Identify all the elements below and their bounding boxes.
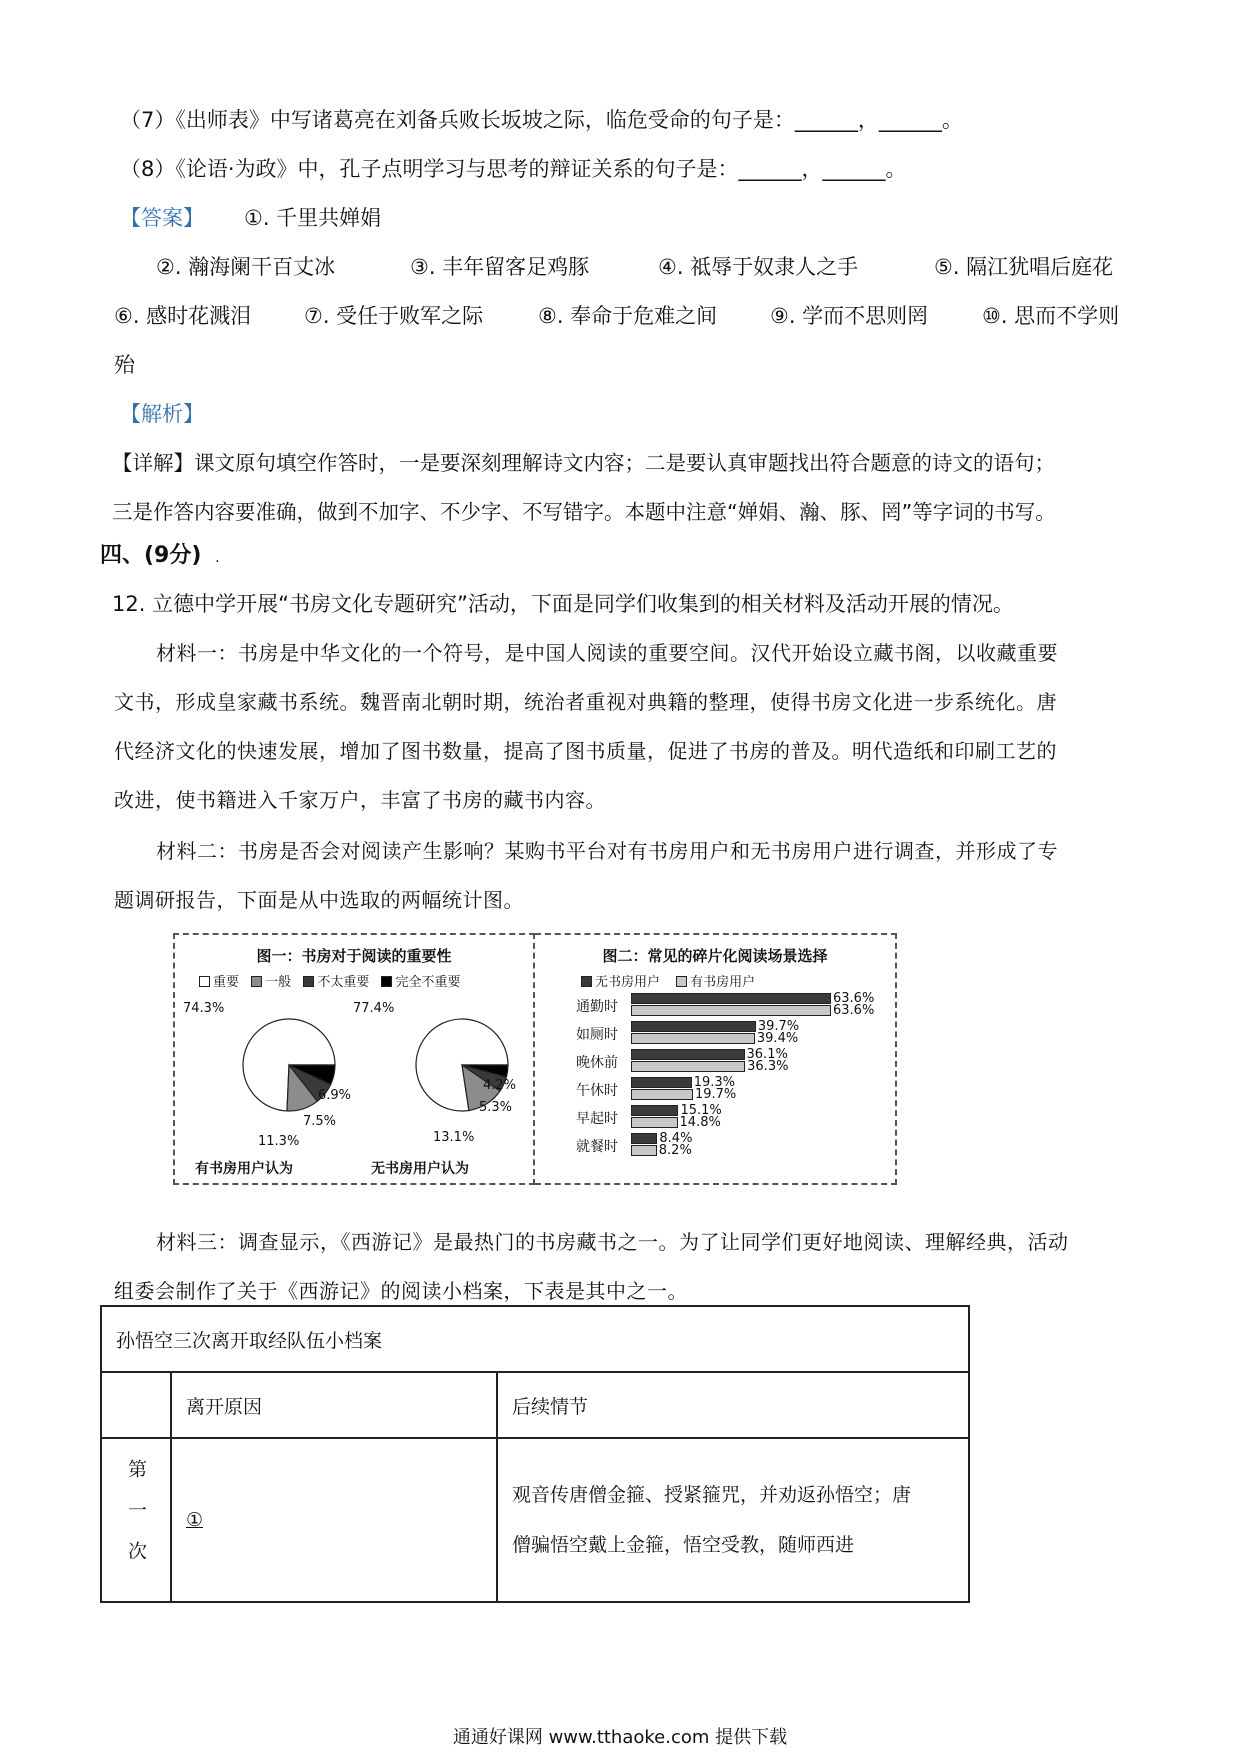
q12-stem: 12. 立德中学开展“书房文化专题研究”活动，下面是同学们收集到的相关材料及活动开展的情况。 (112, 592, 1014, 616)
legend-item-important: 重要 (199, 975, 239, 990)
bar-value-label: 19.7% (694, 1087, 737, 1102)
bar-value-label: 8.4% (659, 1131, 693, 1146)
bar-value-label: 36.1% (746, 1047, 788, 1062)
bar-no-study (631, 1105, 678, 1116)
section-title (100, 542, 220, 572)
pie-2-label-not: 4.2% (483, 1078, 517, 1093)
pie-1-label-average: 11.3% (258, 1134, 300, 1149)
bar-with-study (631, 1033, 755, 1044)
bar-plot-area (535, 935, 895, 1183)
answer-item-1: ①. 千里共婵娟 (244, 206, 382, 230)
bar-with-study (631, 1117, 678, 1128)
bar-value-label: 39.7% (757, 1019, 800, 1034)
pie-2-label-average: 13.1% (433, 1130, 475, 1145)
bar-with-study (631, 1005, 831, 1016)
material-1-line-1: 材料一：书房是中华文化的一个符号，是中国人阅读的重要空间。汉代开始设立藏书阁，以收藏重要 (156, 641, 1058, 665)
bar-no-study (631, 1049, 745, 1060)
material-2-line-1: 材料二：书房是否会对阅读产生影响？某购书平台对有书房用户和无书房用户进行调查，并形成了专 (156, 839, 1058, 863)
question-7: （7）《出师表》中写诸葛亮在刘备兵败长坂坡之际，临危受命的句子是：______，______。 (120, 108, 963, 132)
analysis-line-2: 三是作答内容要准确，做到不加字、不少字、不写错字。本题中注意“婵娟、瀚、豚、罔”等字词的书写。 (112, 500, 1056, 524)
bar-with-study (631, 1089, 693, 1100)
pie-1-caption: 有书房用户认为 (195, 1161, 293, 1177)
legend-item-less-important: 不太重要 (303, 975, 369, 990)
bar-no-study (631, 1021, 756, 1032)
material-1-line-3: 代经济文化的快速发展，增加了图书数量，提高了图书质量，促进了书房的普及。明代造纸和印刷工艺的 (114, 739, 1057, 763)
bar-value-label: 36.3% (747, 1059, 789, 1074)
table-row-plot-line-1: 观音传唐僧金箍、授紧箍咒，并劝返孙悟空；唐 (512, 1484, 912, 1506)
answer-item-5: ⑤. 隔江犹唱后庭花 (934, 255, 1114, 279)
bar-category-label: 就餐时 (576, 1139, 618, 1155)
bar-no-study (631, 1077, 692, 1088)
bar-with-study (631, 1145, 657, 1156)
bar-value-label: 19.3% (693, 1075, 735, 1090)
answer-item-6: ⑥. 感时花溅泪 (114, 304, 252, 328)
answer-item-7: ⑦. 受任于败军之际 (304, 304, 484, 328)
pie-2-label-less: 5.3% (479, 1100, 513, 1115)
bar-value-label: 14.8% (679, 1115, 721, 1130)
analysis-line-1: 【详解】课文原句填空作答时，一是要深刻理解诗文内容；二是要认真审题找出符合题意的诗文的语句； (112, 451, 1055, 475)
material-2-line-2: 题调研报告，下面是从中选取的两幅统计图。 (114, 888, 524, 912)
answer-tag: 【答案】 (120, 206, 204, 230)
answer-item-9: ⑨. 学而不思则罔 (770, 304, 929, 328)
answer-item-4: ④. 祗辱于奴隶人之手 (658, 255, 859, 279)
table-title: 孙悟空三次离开取经队伍小档案 (101, 1306, 969, 1372)
bar-category-label: 晚休前 (576, 1055, 618, 1071)
material-3-line-1: 材料三：调查显示，《西游记》是最热门的书房藏书之一。为了让同学们更好地阅读、理解经典，活动 (156, 1230, 1069, 1254)
pie-svg (175, 935, 533, 1183)
answer-block (120, 204, 204, 232)
bar-value-label: 63.6% (833, 991, 875, 1006)
section-title-text: 四、(9分) (100, 543, 202, 568)
bar-value-label: 15.1% (680, 1103, 722, 1118)
bar-with-study (631, 1061, 745, 1072)
bar-category-label: 午休时 (576, 1083, 618, 1099)
figure-1-pie-charts (173, 933, 535, 1185)
figure-2-title: 图二：常见的碎片化阅读场景选择 (602, 947, 828, 965)
question-8: （8）《论语·为政》中，孔子点明学习与思考的辩证关系的句子是：______，______。 (120, 157, 907, 181)
bar-no-study (631, 1133, 657, 1144)
table-row-plot (497, 1438, 969, 1602)
bar-value-label: 39.4% (756, 1031, 799, 1046)
figure-2-bar-chart (535, 933, 897, 1185)
bar-value-label: 63.6% (833, 1003, 875, 1018)
answer-overflow: 殆 (114, 353, 135, 377)
bar-no-study (631, 993, 831, 1004)
table-header-reason: 离开原因 (171, 1372, 497, 1438)
bar-category-label: 早起时 (576, 1111, 618, 1127)
section-mark: . (215, 550, 220, 566)
pie-1-label-important: 74.3% (183, 1001, 225, 1016)
table-corner-cell (101, 1372, 171, 1438)
table-header-plot: 后续情节 (497, 1372, 969, 1438)
pie-1-label-less: 7.5% (303, 1114, 337, 1129)
bar-value-label: 8.2% (658, 1143, 692, 1158)
table-row-plot-line-2: 僧骗悟空戴上金箍，悟空受教，随师西进 (512, 1534, 855, 1556)
table-row-reason (171, 1438, 497, 1602)
blank-1: ① (186, 1509, 204, 1531)
bar-category-label: 通勤时 (576, 999, 618, 1015)
answer-item-2: ②. 瀚海阑干百丈冰 (156, 255, 336, 279)
analysis-tag: 【解析】 (120, 402, 204, 426)
legend-item-not-important: 完全不重要 (381, 975, 460, 990)
bar-category-label: 如厕时 (576, 1027, 618, 1043)
answer-item-3: ③. 丰年留客足鸡豚 (410, 255, 590, 279)
answer-item-10: ⑩. 思而不学则 (982, 304, 1120, 328)
table-row-label: 第一次 (101, 1438, 171, 1602)
material-3-line-2: 组委会制作了关于《西游记》的阅读小档案，下表是其中之一。 (114, 1279, 688, 1303)
pie-2-label-important: 77.4% (353, 1001, 395, 1016)
footer-source: 通通好课网 www.tthaoke.com 提供下载 (452, 1727, 788, 1748)
answer-item-8: ⑧. 奉命于危难之间 (538, 304, 718, 328)
pie-1-label-not: 6.9% (318, 1088, 352, 1103)
figure-1-title: 图一：书房对于阅读的重要性 (256, 947, 452, 965)
pie-2-caption: 无书房用户认为 (371, 1161, 469, 1177)
wukong-archive-table (100, 1305, 970, 1603)
legend-item-average: 一般 (251, 975, 291, 990)
material-1-line-4: 改进，使书籍进入千家万户，丰富了书房的藏书内容。 (114, 788, 606, 812)
legend-item-no-study: 无书房用户 (581, 975, 660, 990)
legend-item-with-study: 有书房用户 (676, 975, 755, 990)
material-1-line-2: 文书，形成皇家藏书系统。魏晋南北朝时期，统治者重视对典籍的整理，使得书房文化进一步系统化。唐 (114, 690, 1057, 714)
